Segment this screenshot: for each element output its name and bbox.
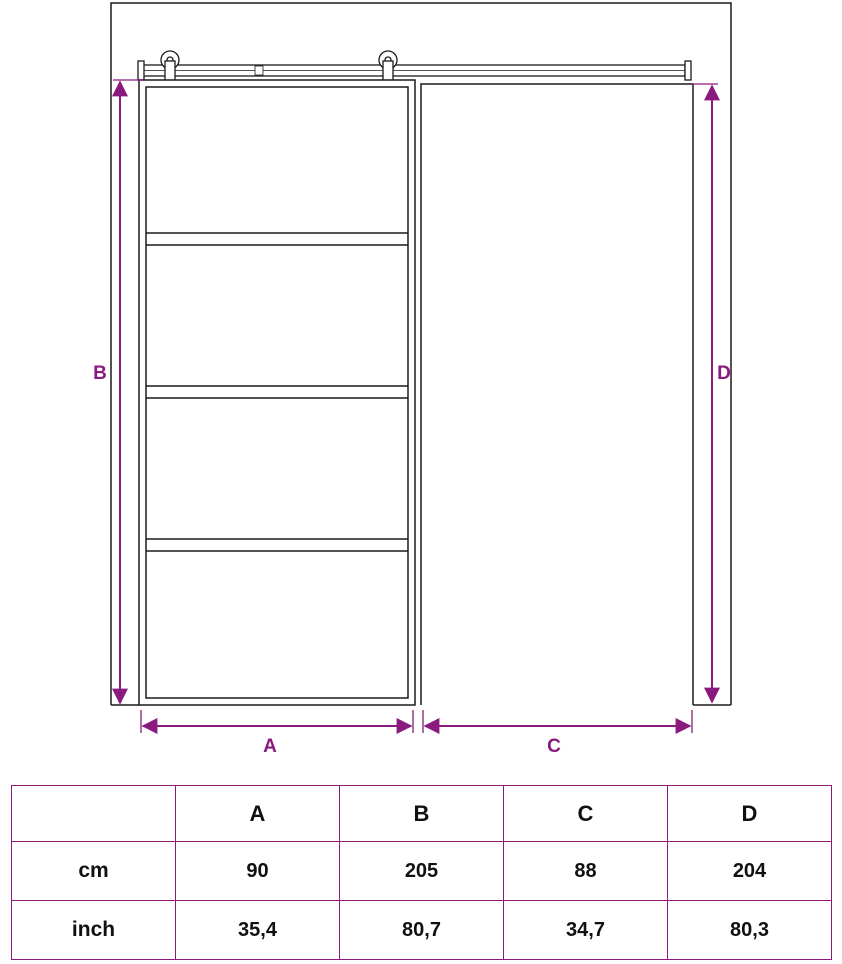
table-header-cell: D [668, 786, 832, 842]
dimension-b [93, 80, 143, 703]
table-header-cell: A [176, 786, 340, 842]
table-cell: 34,7 [504, 901, 668, 960]
table-row-unit: inch [12, 901, 176, 960]
table-cell: 80,7 [340, 901, 504, 960]
table-cell: 35,4 [176, 901, 340, 960]
table-header-cell [12, 786, 176, 842]
dimension-d-label: D [717, 363, 731, 384]
dimension-c [423, 710, 692, 757]
dimension-c-label: C [547, 736, 561, 757]
table-cell: 80,3 [668, 901, 832, 960]
table-header-cell: C [504, 786, 668, 842]
table-cell: 205 [340, 842, 504, 901]
dimensions-table [11, 785, 832, 960]
table-cell: 88 [504, 842, 668, 901]
dimension-a-label: A [263, 736, 277, 757]
table-row [12, 842, 832, 901]
table-header-row [12, 786, 832, 842]
sliding-door [139, 80, 415, 705]
track-rail [138, 61, 691, 80]
dimension-d [692, 84, 731, 702]
doorway-opening [421, 84, 693, 705]
table-row-unit: cm [12, 842, 176, 901]
table-cell: 90 [176, 842, 340, 901]
dimension-b-label: B [93, 363, 107, 384]
table-cell: 204 [668, 842, 832, 901]
table-header-cell: B [340, 786, 504, 842]
table-row [12, 901, 832, 960]
dimension-a [141, 710, 413, 757]
